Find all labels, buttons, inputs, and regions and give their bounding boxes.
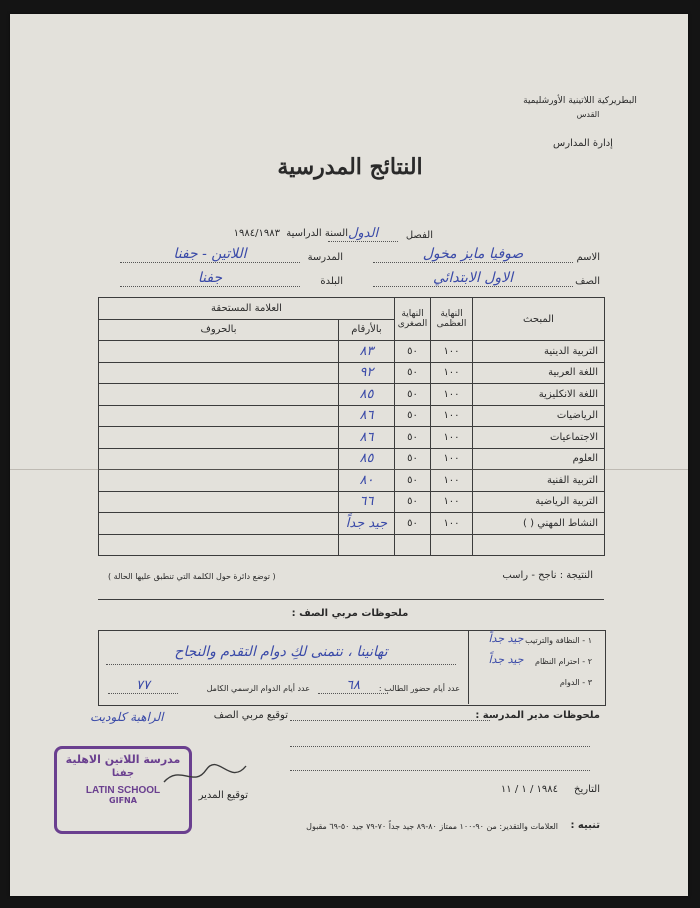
max-cell: ١٠٠ (431, 448, 473, 470)
director-notes-line-2 (290, 746, 590, 747)
document-sheet (10, 14, 688, 896)
col-min-header: النهاية الصغرى (395, 298, 431, 341)
official-days-value: ٧٧ (108, 678, 178, 694)
min-cell (395, 534, 431, 556)
max-cell: ١٠٠ (431, 362, 473, 384)
attendance-label: عدد أيام حضور الطالب : (378, 684, 460, 693)
letterhead-org: البطريركية اللاتينية الأورشليمية (523, 96, 637, 106)
grade-letters-cell (99, 362, 339, 384)
subject-cell: التربية الدينية (473, 341, 605, 363)
subject-cell: العلوم (473, 448, 605, 470)
max-cell: ١٠٠ (431, 470, 473, 492)
stamp-line-1: مدرسة اللاتين الاهلية (65, 753, 181, 766)
date-value: ١٩٨٤ / ١ / ١١ (500, 784, 558, 795)
grade-letters-cell (99, 491, 339, 513)
grade-digits-cell: ٦٦ (339, 491, 395, 513)
school-value: اللاتين - جفنا (120, 246, 300, 263)
table-row (99, 534, 605, 556)
table-row (99, 448, 605, 470)
director-notes-line-3 (290, 770, 590, 771)
grade-letters-cell (99, 427, 339, 449)
max-cell: ١٠٠ (431, 384, 473, 406)
term-value: الدول (328, 226, 398, 242)
max-cell: ١٠٠ (431, 491, 473, 513)
grade-digits-cell: ٩٢ (339, 362, 395, 384)
table-row (99, 405, 605, 427)
min-cell: ٥٠ (395, 405, 431, 427)
divider (468, 630, 469, 704)
school-label: المدرسة (307, 252, 343, 263)
comment-line (106, 664, 456, 665)
year-label: السنة الدراسية (286, 228, 348, 239)
min-cell: ٥٠ (395, 341, 431, 363)
min-cell: ٥٠ (395, 448, 431, 470)
grade-letters-cell (99, 513, 339, 535)
grade-letters-cell (99, 470, 339, 492)
table-row (99, 427, 605, 449)
min-cell: ٥٠ (395, 513, 431, 535)
behaviour-value: جيد جداً (488, 632, 524, 645)
grade-digits-cell: ٨٠ (339, 470, 395, 492)
director-signature-label: توقيع المدير (198, 790, 248, 801)
teacher-signature: الراهبة كلوديت (90, 710, 164, 724)
footer-label: تنبيه : (570, 820, 600, 831)
class-value: الاول الابتدائي (373, 270, 573, 287)
paper-fold (10, 469, 688, 470)
result-label: النتيجة : ناجح - راسب (502, 570, 593, 581)
grade-digits-cell (339, 534, 395, 556)
grade-letters-cell (99, 448, 339, 470)
teacher-notes-heading: ملحوظات مربي الصف : (291, 608, 409, 619)
teacher-comment: تهانينا ، نتمنى لكِ دوام التقدم والنجاح (174, 644, 388, 660)
name-label: الاسم (576, 252, 600, 263)
page-title: النتائج المدرسية (277, 154, 423, 180)
grades-table (98, 297, 605, 556)
grade-digits-cell: جيد جداً (339, 513, 395, 535)
grade-digits-cell: ٨٦ (339, 427, 395, 449)
subject-cell: الاجتماعيات (473, 427, 605, 449)
class-label: الصف (575, 276, 600, 287)
grade-digits-cell: ٨٥ (339, 448, 395, 470)
behaviour-label: ٢ - احترام النظام (534, 657, 592, 666)
max-cell: ١٠٠ (431, 513, 473, 535)
table-row (99, 341, 605, 363)
subject-cell (473, 534, 605, 556)
max-cell (431, 534, 473, 556)
grade-letters-cell (99, 384, 339, 406)
director-notes-label: ملحوظات مدير المدرسة : (475, 710, 600, 721)
table-row (99, 513, 605, 535)
col-subject-header: المبحث (473, 298, 605, 341)
town-value: جفنا (120, 270, 300, 287)
min-cell: ٥٠ (395, 470, 431, 492)
min-cell: ٥٠ (395, 384, 431, 406)
max-cell: ١٠٠ (431, 405, 473, 427)
behaviour-label: ٣ - الدوام (559, 678, 592, 687)
teacher-signature-label: توقيع مربي الصف (213, 710, 288, 721)
subject-cell: النشاط المهني ( ) (473, 513, 605, 535)
grade-letters-cell (99, 534, 339, 556)
col-letters-header: بالحروف (99, 319, 339, 341)
table-row (99, 362, 605, 384)
behaviour-label: ١ - النظافة والترتيب (525, 636, 592, 645)
subject-cell: اللغة الانكليزية (473, 384, 605, 406)
director-notes-line (290, 720, 490, 721)
grade-digits-cell: ٨٣ (339, 341, 395, 363)
student-name: صوفيا مايز مخول (373, 246, 573, 263)
grade-letters-cell (99, 405, 339, 427)
table-row (99, 491, 605, 513)
signature-scribble (160, 758, 250, 794)
behaviour-value: جيد جداً (488, 653, 524, 666)
table-row (99, 384, 605, 406)
col-digits-header: بالأرقام (339, 319, 395, 341)
subject-cell: التربية الرياضية (473, 491, 605, 513)
attendance-value: ٦٨ (318, 678, 388, 694)
subject-cell: التربية الفنية (473, 470, 605, 492)
letterhead-department: إدارة المدارس (553, 138, 613, 149)
grade-digits-cell: ٨٥ (339, 384, 395, 406)
date-label: التاريخ (574, 784, 600, 795)
official-days-label: عدد أيام الدوام الرسمي الكامل (206, 684, 310, 693)
subject-cell: الرياضيات (473, 405, 605, 427)
max-cell: ١٠٠ (431, 341, 473, 363)
letterhead-sub: القدس (576, 110, 600, 119)
year-value: ١٩٨٤/١٩٨٣ (233, 228, 280, 239)
table-row (99, 470, 605, 492)
term-label: الفصل (405, 230, 433, 241)
min-cell: ٥٠ (395, 427, 431, 449)
table-header-row (99, 298, 605, 320)
stamp-line-2: جفنا (111, 768, 135, 779)
max-cell: ١٠٠ (431, 427, 473, 449)
grade-digits-cell: ٨٦ (339, 405, 395, 427)
stamp-line-4: GIFNA (109, 796, 137, 805)
col-max-header: النهاية العظمى (431, 298, 473, 341)
min-cell: ٥٠ (395, 362, 431, 384)
grade-letters-cell (99, 341, 339, 363)
footer-text: العلامات والتقدير: من ٩٠-١٠٠ ممتاز ٨٠-٨٩ جيد جداً ٧٠-٧٩ جيد ٥٠-٦٩ مقبول (306, 822, 558, 831)
stamp-line-3: LATIN SCHOOL (85, 785, 161, 796)
col-grade-header: العلامة المستحقة (99, 298, 395, 320)
result-note: ( توضع دائرة حول الكلمة التي تنطبق عليها الحالة ) (108, 572, 276, 581)
min-cell: ٥٠ (395, 491, 431, 513)
subject-cell: اللغة العربية (473, 362, 605, 384)
town-label: البلدة (320, 276, 343, 287)
divider (98, 599, 604, 600)
